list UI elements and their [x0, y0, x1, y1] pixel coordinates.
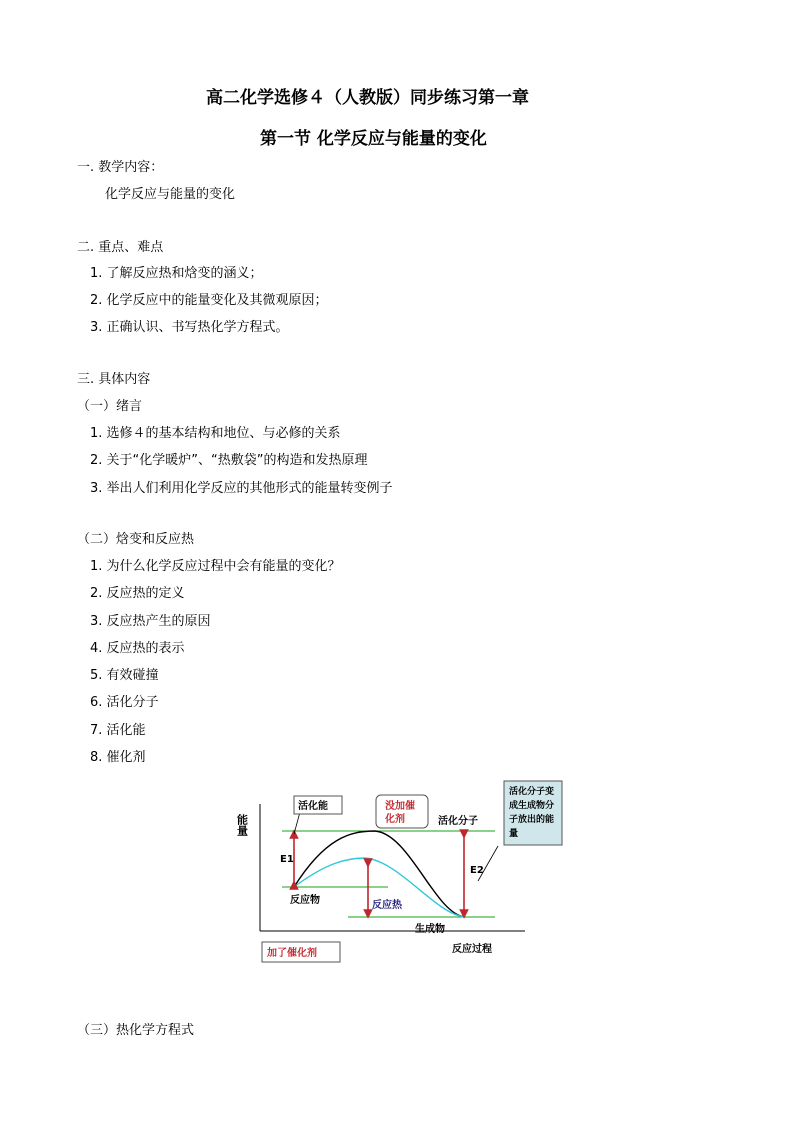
list-item: 2. 化学反应中的能量变化及其微观原因； — [90, 293, 328, 308]
list-item: 5. 有效碰撞 — [90, 668, 159, 683]
list-item: 8. 催化剂 — [90, 750, 146, 765]
document-title: 高二化学选修４（人教版）同步练习第一章 — [206, 88, 529, 108]
sub3-heading: （三）热化学方程式 — [77, 1023, 195, 1038]
part1-heading: 一. 教学内容： — [77, 160, 164, 175]
list-item: 2. 反应热的定义 — [90, 586, 185, 601]
list-item: 3. 正确认识、书写热化学方程式。 — [90, 320, 289, 335]
no-catalyst-text: 没加催 化剂 — [385, 801, 415, 825]
list-item: 3. 反应热产生的原因 — [90, 614, 211, 629]
list-item: 3. 举出人们利用化学反应的其他形式的能量转变例子 — [90, 481, 393, 496]
list-item: 1. 为什么化学反应过程中会有能量的变化？ — [90, 559, 341, 574]
part1-content: 化学反应与能量的变化 — [105, 187, 236, 202]
list-item: 7. 活化能 — [90, 723, 146, 738]
list-item: 1. 了解反应热和焓变的涵义； — [90, 266, 263, 281]
activated-molecules-label: 活化分子 — [438, 816, 478, 827]
activation-energy-text: 活化能 — [298, 801, 328, 812]
y-axis-label: 能量 — [235, 814, 249, 836]
release-leader — [478, 846, 498, 881]
section-title: 第一节 化学反应与能量的变化 — [260, 129, 487, 149]
release-energy-text: 活化分子变 成生成物分 子放出的能 量 — [509, 787, 555, 839]
list-item: 4. 反应热的表示 — [90, 641, 185, 656]
list-item: 2. 关于“化学暖炉”、“热敷袋”的构造和发热原理 — [90, 453, 368, 468]
reaction-heat-label: 反应热 — [372, 900, 402, 911]
reactants-label: 反应物 — [290, 895, 320, 906]
e1-label: E1 — [280, 854, 294, 865]
list-item: 1. 选修４的基本结构和地位、与必修的关系 — [90, 426, 341, 441]
products-label: 生成物 — [415, 924, 445, 935]
list-item: 6. 活化分子 — [90, 695, 159, 710]
sub2-heading: （二）焓变和反应热 — [77, 532, 195, 547]
part3-heading: 三. 具体内容 — [77, 372, 151, 387]
sub1-heading: （一）绪言 — [77, 399, 143, 414]
e2-label: E2 — [470, 865, 484, 876]
with-catalyst-text: 加了催化剂 — [267, 948, 317, 959]
part2-heading: 二. 重点、难点 — [77, 240, 164, 255]
x-axis-label: 反应过程 — [452, 944, 492, 955]
energy-diagram — [230, 776, 570, 972]
